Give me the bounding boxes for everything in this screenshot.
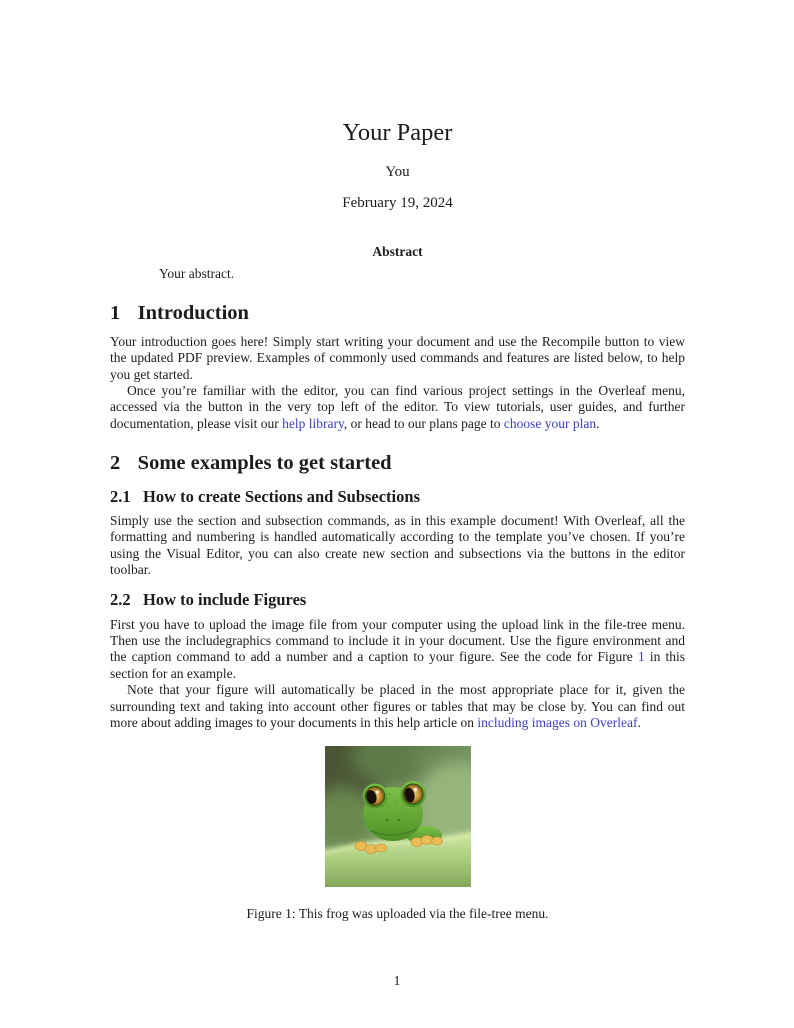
intro-paragraph-2-text-b: , or head to our plans page to: [343, 415, 504, 431]
figure-1: [110, 746, 685, 922]
section-1-heading: [110, 302, 685, 325]
page-number: 1: [393, 973, 401, 988]
page-title: Your Paper: [342, 119, 453, 146]
including-images-link[interactable]: including images on Overleaf: [477, 715, 638, 731]
figures-paragraph-1-text-b: in this section for an example.: [110, 649, 685, 681]
subsection-2-2-number: 2.2: [110, 590, 131, 610]
frog-image: [325, 746, 471, 887]
intro-paragraph-2-text-c: .: [596, 415, 600, 431]
figures-paragraph-2-text-b: .: [637, 715, 641, 731]
figures-paragraph-2-text-a: Note that your figure will automatically be placed in the most appropriate place for it, given the surrounding text and taking into account other figures or tables that may be close by. You can find out more about adding images to your documents in this help article on: [110, 682, 685, 731]
intro-paragraph-1: Your introduction goes here! Simply start writing your document and use the Recompile button to view the updated PDF preview. Examples of commonly used commands and features are listed below, to help you get started.: [110, 333, 685, 382]
intro-paragraph-2-text-a: Once you’re familiar with the editor, you can find various project settings in the Overleaf menu, accessed via the button in the very top left of the editor. To view tutorials, user guides, and further documentation, please visit our: [110, 382, 685, 431]
abstract-heading: Abstract: [372, 244, 423, 260]
document-content: [110, 0, 685, 923]
subsection-2-2-title: How to include Figures: [143, 590, 307, 610]
subsection-2-1-heading: [110, 488, 685, 506]
author: You: [385, 164, 410, 181]
section-1-number: 1: [110, 302, 121, 325]
intro-paragraph-2: [110, 383, 685, 432]
subsection-2-1-title: How to create Sections and Subsections: [143, 486, 420, 506]
section-2-title: Some examples to get started: [137, 452, 392, 475]
section-1-title: Introduction: [137, 302, 249, 325]
figures-paragraph-1-text-a: First you have to upload the image file from your computer using the upload link in the file-tree menu. Then use the includegraphics command to include it in your document. Use the figure environment and the caption command to add a number and a caption to your figure. See the code for Figure: [110, 616, 685, 665]
choose-your-plan-link[interactable]: choose your plan: [503, 415, 597, 431]
subsection-2-2-heading: [110, 591, 685, 609]
figure-1-caption: Figure 1: This frog was uploaded via the file-tree menu.: [246, 906, 549, 922]
abstract-text: Your abstract.: [159, 265, 235, 281]
figures-paragraph-2: [110, 682, 685, 731]
figures-paragraph-1: [110, 617, 685, 683]
help-library-link[interactable]: help library: [282, 415, 344, 431]
section-2-number: 2: [110, 452, 121, 475]
subsection-2-1-number: 2.1: [110, 486, 131, 506]
figure-1-reference-link[interactable]: 1: [637, 649, 645, 665]
section-2-heading: [110, 452, 685, 475]
date: February 19, 2024: [342, 194, 453, 211]
subsection-2-1-paragraph: Simply use the section and subsection commands, as in this example document! With Overleaf, all the formatting and numbering is handled automatically according to the template you’ve chosen. If you’re using the Visual Editor, you can also create new section and subsections via the buttons in the editor toolbar.: [110, 512, 685, 578]
